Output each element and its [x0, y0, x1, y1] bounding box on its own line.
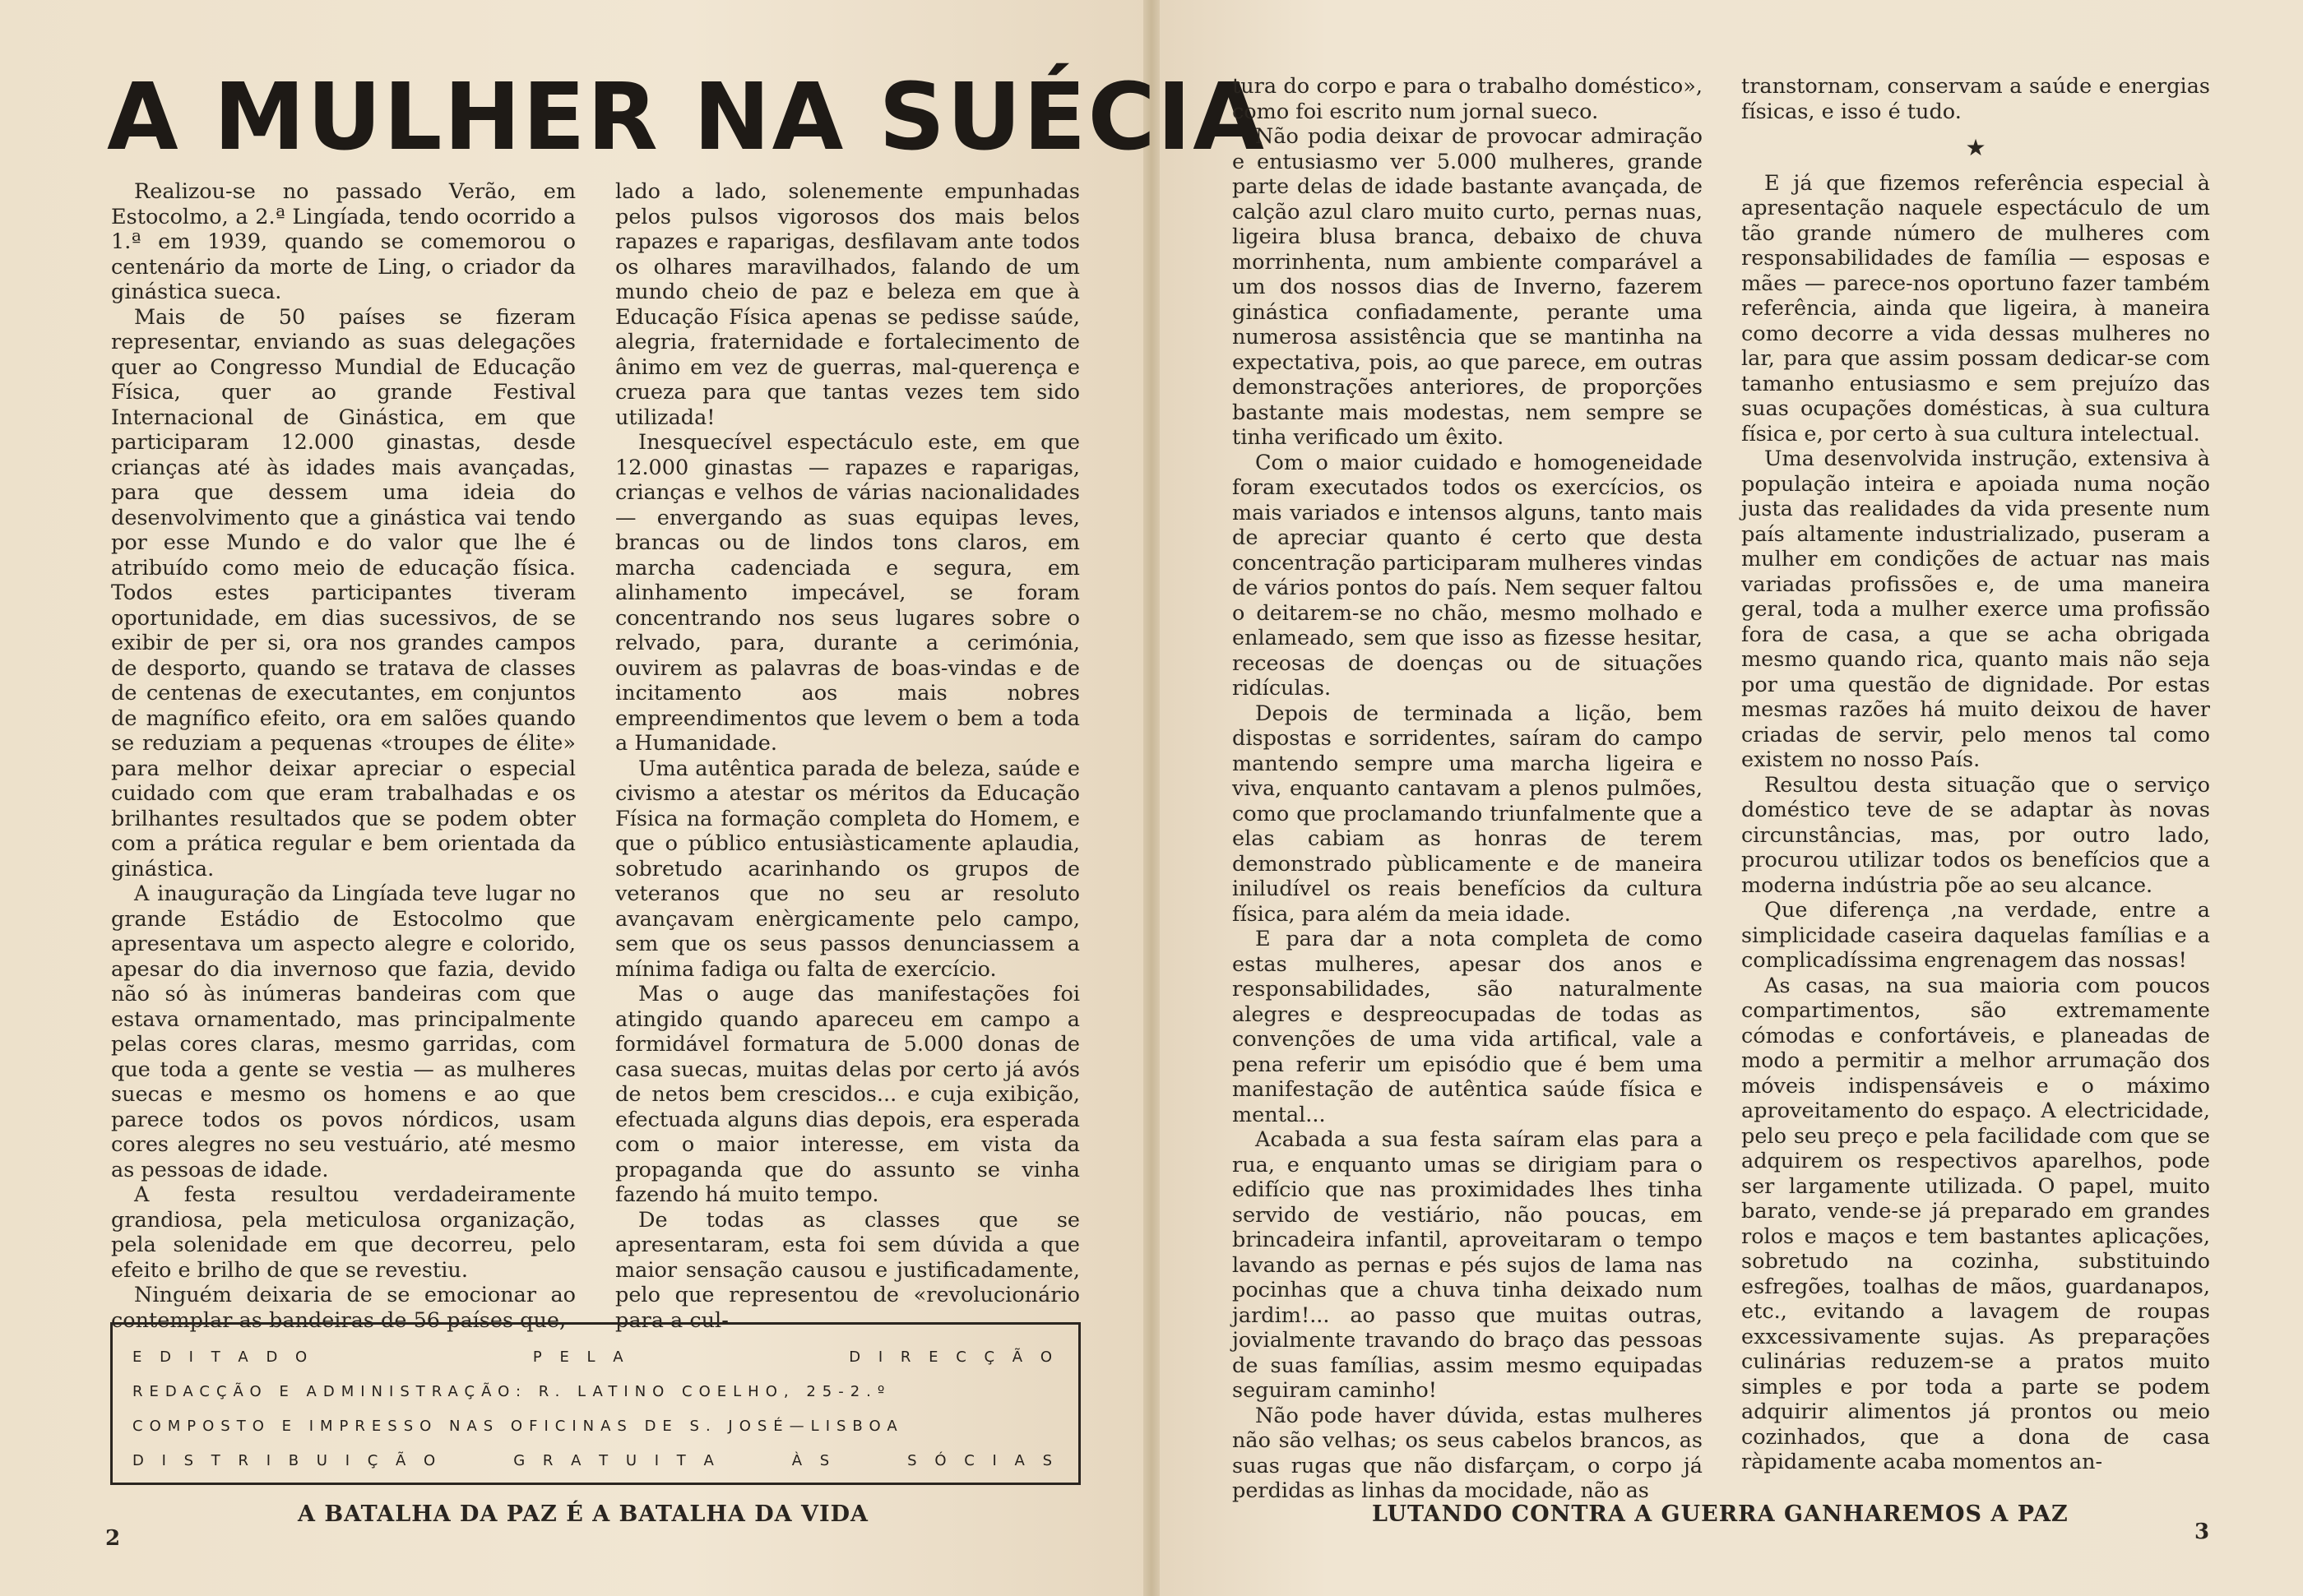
imprint-line-address — [132, 1374, 1059, 1409]
imprint-text: À S — [791, 1451, 836, 1469]
paragraph: Uma desenvolvida instrução, extensiva à população inteira e apoiada numa noção justa das realidades da vida presente num país altamente industrializado, puseram a mulher em condições de actuar nas mais variadas profissões e, de uma maneira geral, toda a mulher exerce uma profissão fora de casa, a que se acha obrigada mesmo quando rica, quanto mais não seja por uma questão de dignidade. Por estas mesmas razões há muito deixou de haver criadas de servir, pelo menos tal como existem no nosso País. — [1741, 446, 2210, 772]
paragraph: Com o maior cuidado e homogeneidade foram executados todos os exercícios, os mais variados e intensos alguns, tanto mais de apreciar quanto é certo que desta concentração participaram mulheres vindas de vários pontos do país. Nem sequer faltou o deitarem-se no chão, mesmo molhado e enlameado, sem que isso as fizesse hesitar, receosas de doenças ou de situações ridículas. — [1232, 450, 1703, 701]
paragraph: Depois de terminada a lição, bem dispostas e sorridentes, saíram do campo mantendo sempre uma marcha ligeira e viva, enquanto cantavam a plenos pulmões, como que proclamando triunfalmente que a elas cabiam as honras de terem demonstrado pùblicamente e de maneira iniludível os reais benefícios da cultura física, para além da meia idade. — [1232, 701, 1703, 927]
imprint-text: P E L A — [532, 1348, 630, 1366]
paragraph: Mas o auge das manifestações foi atingido quando apareceu em campo a formidável formatura de 5.000 donas de casa suecas, muitas delas por certo já avós de netos bem crescidos... e cuja exibição, efectuada alguns dias depois, era esperada com o maior interesse, em vista da propaganda que do assunto se vinha fazendo há muito tempo. — [615, 982, 1080, 1207]
paragraph: De todas as classes que se apresentaram, esta foi sem dúvida a que maior sensação causou e justificadamente, pelo que representou de «revolucionário para a cul- — [615, 1207, 1080, 1333]
imprint-box — [110, 1322, 1081, 1485]
paragraph: As casas, na sua maioria com poucos compartimentos, são extremamente cómodas e confortáveis, e planeadas de modo a permitir a melhor arrumação dos móveis indispensáveis e o máximo aproveitamento do espaço. A electricidade, pelo seu preço e pela facilidade com que se adquirem os respectivos aparelhos, pode ser largamente utilizada. O papel, muito barato, vende-se já preparado em grandes rolos e maços e tem bastantes aplicações, sobretudo na cozinha, substituindo esfregões, toalhas de mãos, guardanapos, etc., evitando a lavagem de roupas exxcessivamente sujas. As preparações culinárias reduzem-se a pratos muito simples e por toda a parte se podem adquirir alimentos já prontos ou meio cozinhados, que a dona de casa ràpidamente acaba momentos an- — [1741, 973, 2210, 1474]
imprint-text: D I R E C Ç Ã O — [849, 1348, 1059, 1366]
column-3 — [1232, 74, 1703, 1504]
paragraph: Mais de 50 países se fizeram representar, enviando as suas delegações quer ao Congresso Mundial de Educação Física, quer ao grande Festival Internacional de Ginástica, em que participaram 12.000 ginastas, desde crianças até às idades mais avançadas, para que dessem uma ideia do desenvolvimento que a ginástica vai tendo por esse Mundo e do valor que lhe é atribuído como meio de educação física. Todos estes participantes tiveram oportunidade, em dias sucessivos, de se exibir de per si, ora nos grandes campos de desporto, quando se tratava de classes de centenas de executantes, em conjuntos de magnífico efeito, ora em salões quando se reduziam a pequenas «troupes de élite» para melhor deixar apreciar o especial cuidado com que eram trabalhadas e os brilhantes resultados que se podem obter com a prática regular e bem orientada da ginástica. — [111, 304, 576, 881]
imprint-text: E D I T A D O — [132, 1348, 314, 1366]
paragraph-continued: lado a lado, solenemente empunhadas pelos pulsos vigorosos dos mais belos rapazes e raparigas, desfilavam ante todos os olhares maravilhados, falando de um mundo cheio de paz e beleza em que à Educação Física apenas se pedisse saúde, alegria, fraternidade e fortalecimento de ânimo em vez de guerras, mal-querença e crueza para que tantas vezes tem sido utilizada! — [615, 179, 1080, 430]
paragraph: Uma autêntica parada de beleza, saúde e civismo a atestar os méritos da Educação Física na formação completa do Homem, e que o público entusiàsticamente aplaudia, sobretudo acarinhando os grupos de veteranos que no seu ar resoluto avançavam enèrgicamente pelo campo, sem que os seus passos denunciassem a mínima fadiga ou falta de exercício. — [615, 756, 1080, 982]
imprint-text: COMPOSTO E IMPRESSO NAS OFICINAS DE S. JOSÉ—LISBOA — [132, 1417, 904, 1435]
paragraph: Acabada a sua festa saíram elas para a rua, e enquanto umas se dirigiam para o edifício que nas proximidades lhes tinha servido de vestiário, não poucas, em brincadeira infantil, aproveitaram o tempo lavando as pernas e pés sujos de lama nas pocinhas que a chuva tinha deixado num jardim!... ao passo que muitas outras, jovialmente travando do braço das pessoas de suas famílias, assim mesmo equipadas seguiram caminho! — [1232, 1127, 1703, 1403]
paragraph-continued: transtornam, conservam a saúde e energias físicas, e isso é tudo. — [1741, 74, 2210, 124]
paragraph: Que diferença ,na verdade, entre a simplicidade caseira daquelas famílias e a complicadíssima engrenagem das nossas! — [1741, 898, 2210, 973]
paragraph: A festa resultou verdadeiramente grandiosa, pela meticulosa organização, pela solenidade em que decorreu, pelo efeito e brilho de que se revestiu. — [111, 1182, 576, 1283]
imprint-text: D I S T R I B U I Ç Ã O — [132, 1451, 443, 1469]
paragraph: Resultou desta situação que o serviço doméstico teve de se adaptar às novas circunstâncias, mas, por outro lado, procurou utilizar todos os benefícios que a moderna indústria põe ao seu alcance. — [1741, 772, 2210, 898]
imprint-line-distribution — [132, 1443, 1059, 1478]
page-gutter — [1143, 0, 1160, 1596]
imprint-text: REDACÇÃO E ADMINISTRAÇÃO: R. LATINO COELHO, 25-2.º — [132, 1382, 892, 1400]
paragraph: Inesquecível espectáculo este, em que 12.000 ginastas — rapazes e raparigas, crianças e velhos de várias nacionalidades — envergando as suas equipas leves, brancas ou de lindos tons claros, em marcha cadenciada e segura, em alinhamento impecável, se foram concentrando nos seus lugares sobre o relvado, para, durante a cerimónia, ouvirem as palavras de boas-vindas e de incitamento aos mais nobres empreendimentos que levem o bem a toda a Humanidade. — [615, 430, 1080, 756]
star-separator-icon: ★ — [1965, 134, 1986, 161]
paragraph: A inauguração da Lingíada teve lugar no grande Estádio de Estocolmo que apresentava um aspecto alegre e colorido, apesar do dia invernoso que fazia, devido não só às inúmeras bandeiras com que estava ornamentado, mas principalmente pelas cores claras, mesmo garridas, com que toda a gente se vestia — as mulheres suecas e mesmo os homens e ao que parece todos os povos nórdicos, usam cores alegres no seu vestuário, até mesmo as pessoas de idade. — [111, 881, 576, 1182]
footer-slogan-right: LUTANDO CONTRA A GUERRA GANHAREMOS A PAZ — [1372, 1501, 2069, 1527]
paragraph: E para dar a nota completa de como estas mulheres, apesar dos anos e responsabilidades, são naturalmente alegres e despreocupadas de todas as convenções de uma vida artifical, vale a pena referir um episódio que é bem uma manifestação de autêntica saúde física e mental... — [1232, 927, 1703, 1127]
paragraph: Não pode haver dúvida, estas mulheres não são velhas; os seus cabelos brancos, as suas rugas que não disfarçam, o corpo já perdidas as linhas da mocidade, não as — [1232, 1403, 1703, 1503]
footer-slogan-left: A BATALHA DA PAZ É A BATALHA DA VIDA — [298, 1501, 869, 1527]
page-number-right: 3 — [2194, 1520, 2210, 1544]
paragraph: Realizou-se no passado Verão, em Estocolmo, a 2.ª Lingíada, tendo ocorrido a 1.ª em 1939, quando se comemorou o centenário da morte de Ling, o criador da ginástica sueca. — [111, 179, 576, 304]
imprint-line-printer — [132, 1409, 1059, 1443]
paragraph: Ninguém deixaria de se emocionar ao contemplar as bandeiras de 56 países que, — [111, 1283, 576, 1333]
article-title: A MULHER NA SUÉCIA — [107, 64, 1266, 171]
imprint-text: G R A T U I T A — [513, 1451, 721, 1469]
column-4 — [1741, 74, 2210, 1475]
imprint-line-editor — [132, 1339, 1059, 1374]
column-1 — [111, 179, 576, 1333]
paragraph-continued: tura do corpo e para o trabalho doméstico», como foi escrito num jornal sueco. — [1232, 74, 1703, 124]
column-2 — [615, 179, 1080, 1333]
paragraph: Não podia deixar de provocar admiração e entusiasmo ver 5.000 mulheres, grande parte delas de idade bastante avançada, de calção azul claro muito curto, pernas nuas, ligeira blusa branca, debaixo de chuva morrinhenta, num ambiente comparável a um dos nossos dias de Inverno, fazerem ginástica confiadamente, perante uma numerosa assistência que se mantinha na expectativa, pois, ao que parece, em outras demonstrações anteriores, de proporções bastante mais modestas, nem sempre se tinha verificado um êxito. — [1232, 124, 1703, 450]
imprint-text: S Ó C I A S — [907, 1451, 1059, 1469]
paragraph: E já que fizemos referência especial à apresentação naquele espectáculo de um tão grande número de mulheres com responsabilidades de família — esposas e mães — parece-nos oportuno fazer também referência, ainda que ligeira, à maneira como decorre a vida dessas mulheres no lar, para que assim possam dedicar-se com tamanho entusiasmo e sem prejuízo das suas ocupações domésticas, à sua cultura física e, por certo à sua cultura intelectual. — [1741, 170, 2210, 446]
page-number-left: 2 — [105, 1526, 121, 1551]
